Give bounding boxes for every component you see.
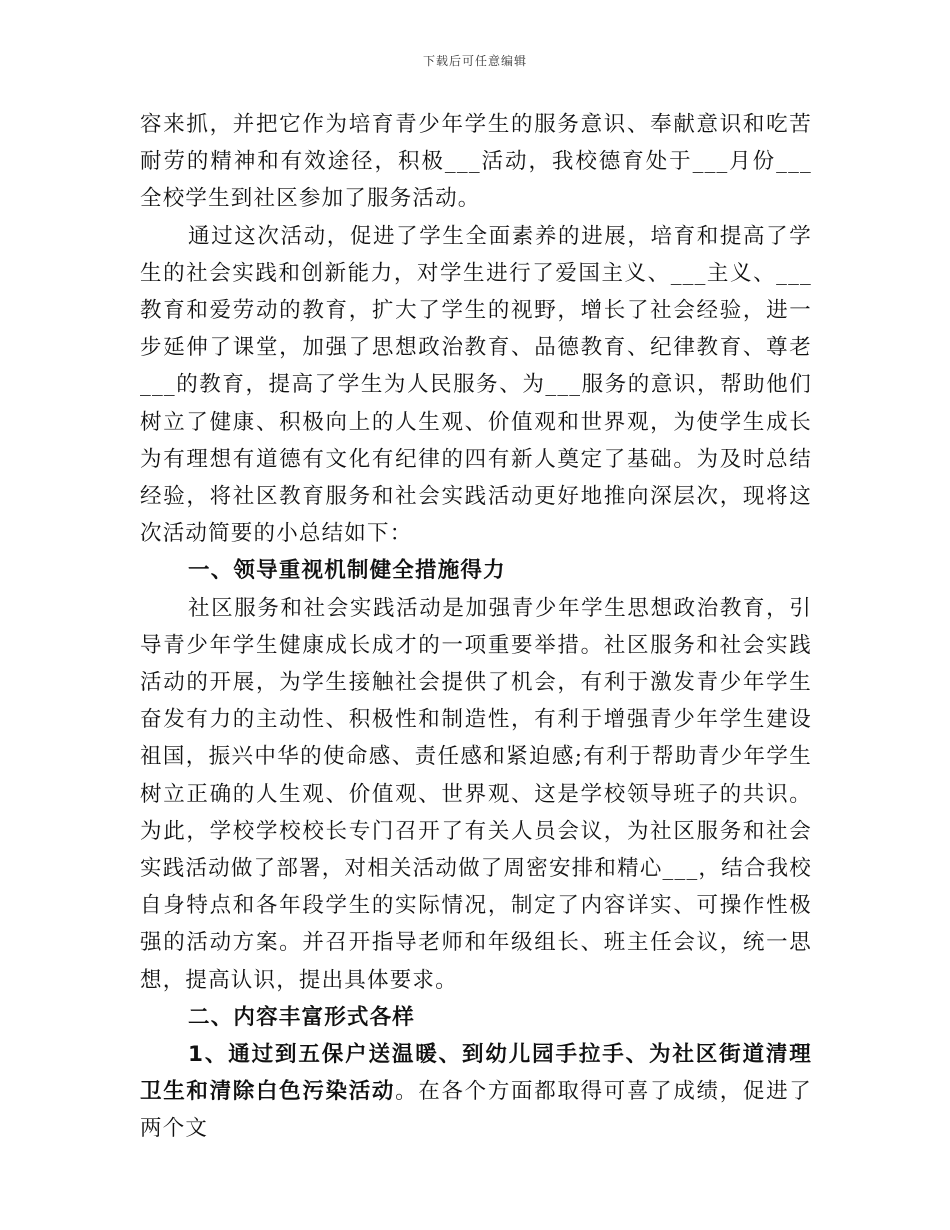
- paragraph-bold-lead: 1、通过到五保户送温暖、到幼儿园手拉手、为社区街道清理卫生和清除白色污染活动: [140, 1042, 812, 1105]
- paragraph-content-item-1: [140, 1036, 812, 1148]
- section-heading-1: 一、领导重视机制健全措施得力: [188, 558, 506, 584]
- paragraph-activity-summary: 通过这次活动，促进了学生全面素养的进展，培育和提高了学生的社会实践和创新能力，对学生进行了爱国主义、___主义、___教育和爱劳动的教育，扩大了学生的视野，增长了社会经验，进一步延伸了课堂，加强了思想政治教育、品德教育、纪律教育、尊老___的教育，提高了学生为人民服务、为___服务的意识，帮助他们树立了健康、积极向上的人生观、价值观和世界观，为使学生成长为有理想有道德有文化有纪律的四有新人奠定了基础。为及时总结经验，将社区教育服务和社会实践活动更好地推向深层次，现将这次活动简要的小总结如下：: [140, 223, 812, 547]
- paragraph-leadership: 社区服务和社会实践活动是加强青少年学生思想政治教育，引导青少年学生健康成长成才的一项重要举措。社区服务和社会实践活动的开展，为学生接触社会提供了机会，有利于激发青少年学生奋发有力的主动性、积极性和制造性，有利于增强青少年学生建设祖国，振兴中华的使命感、责任感和紧迫感;有利于帮助青少年学生树立正确的人生观、价值观、世界观、这是学校领导班子的共识。为此，学校学校校长专门召开了有关人员会议，为社区服务和社会实践活动做了部署，对相关活动做了周密安排和精心___，结合我校自身特点和各年段学生的实际情况，制定了内容详实、可操作性极强的活动方案。并召开指导老师和年级组长、班主任会议，统一思想，提高认识，提出具体要求。: [140, 595, 812, 993]
- paragraph-continuation: 容来抓，并把它作为培育青少年学生的服务意识、奉献意识和吃苦耐劳的精神和有效途径，积极___活动，我校德育处于___月份___全校学生到社区参加了服务活动。: [140, 112, 812, 212]
- document-body: [140, 106, 812, 1148]
- paragraph-rest: 。在各个方面都取得可喜了成绩，促进了两个文: [140, 1079, 813, 1142]
- page-header: 下载后可任意编辑: [422, 54, 527, 68]
- section-heading-2: 二、内容丰富形式各样: [188, 1004, 416, 1030]
